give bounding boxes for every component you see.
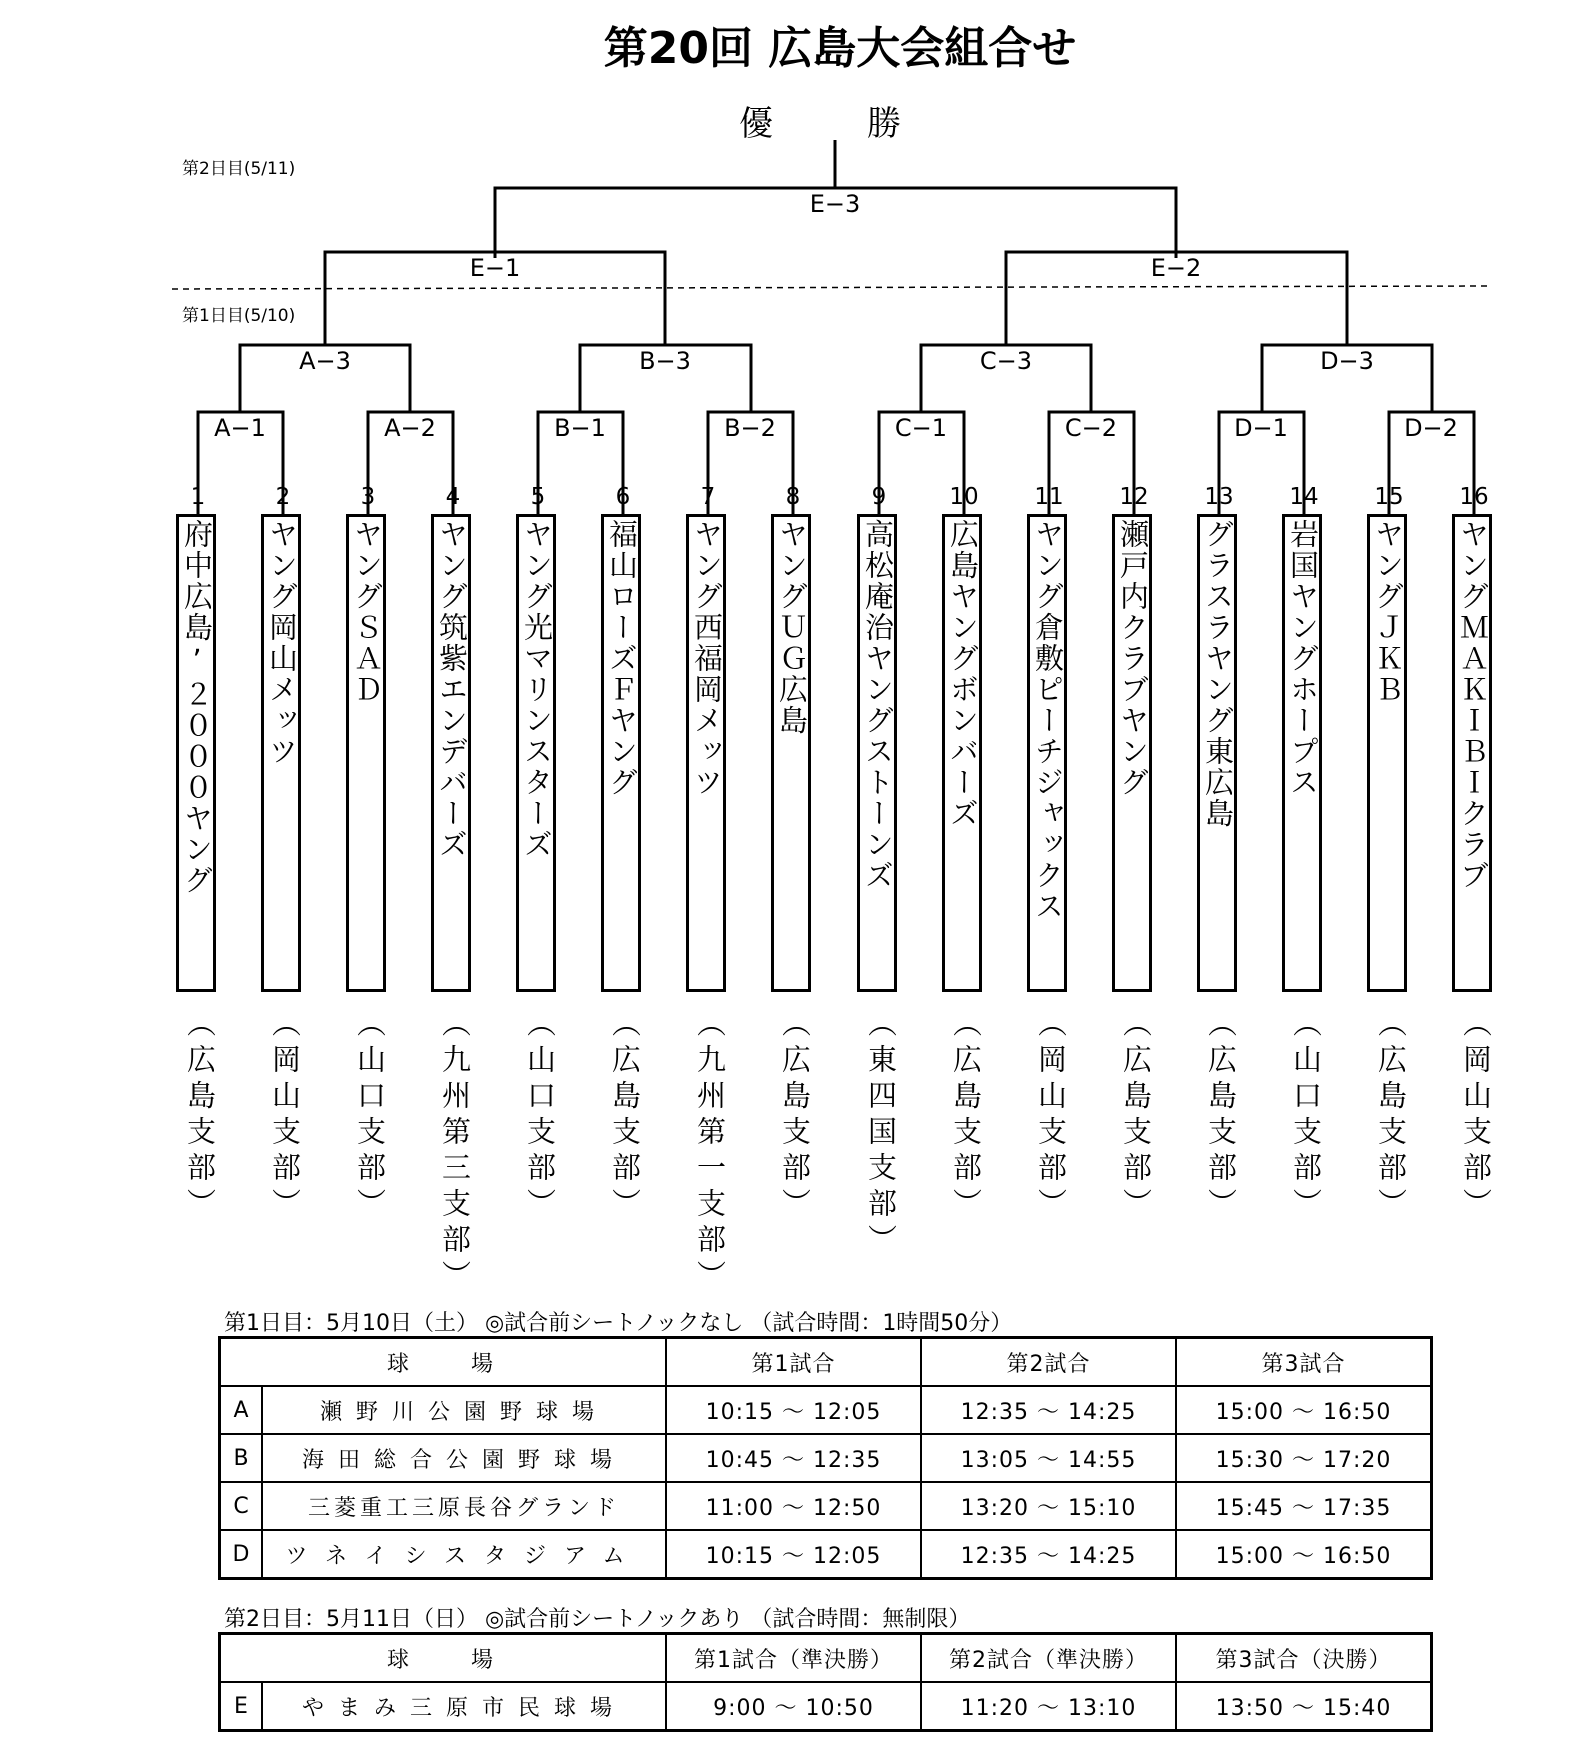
venue-name: 海田総合公園野球場 [262,1434,666,1482]
time-cell: 15:00 〜 16:50 [1176,1386,1432,1434]
team-number: 11 [1034,484,1064,510]
team-box [261,514,301,992]
team-branch: （広島支部） [608,1008,642,1224]
team-number: 15 [1374,484,1404,510]
table-header-row [220,1634,1432,1683]
team-box [601,514,641,992]
team-number: 6 [615,484,631,510]
team-branch: （広島支部） [183,1008,217,1224]
day2-schedule-caption: 第2日目：5月11日（日） ◎試合前シートノックあり （試合時間：無制限） [224,1607,971,1632]
team-name: ヤング光マリンスターズ [520,519,554,860]
time-cell: 9:00 〜 10:50 [666,1682,921,1731]
team-branch: （山口支部） [523,1008,557,1224]
time-cell: 12:35 〜 14:25 [921,1386,1176,1434]
team-box [686,514,726,992]
team-name: ヤング倉敷ピーチジャックス [1031,519,1065,922]
match-c1: C−1 [894,414,948,442]
team-number: 8 [785,484,801,510]
venue-id: A [220,1386,263,1434]
team-branch: （広島支部） [1374,1008,1408,1224]
day-divider-line [172,286,1490,289]
table-row [220,1530,1432,1579]
table-row [220,1434,1432,1482]
team-number: 10 [949,484,979,510]
team-branch: （山口支部） [353,1008,387,1224]
team-number: 13 [1204,484,1234,510]
match-e3: E−3 [809,190,861,218]
match-c2: C−2 [1064,414,1118,442]
table-row [220,1386,1432,1434]
day2-label: 第2日目(5/11) [182,159,296,179]
match-b3: B−3 [639,347,691,375]
team-box [942,514,982,992]
header-venue: 球 場 [220,1634,667,1683]
team-box [516,514,556,992]
team-branch: （岡山支部） [268,1008,302,1224]
venue-id: E [220,1682,263,1731]
team-branch: （岡山支部） [1034,1008,1068,1224]
team-branch: （九州第一支部） [693,1008,727,1296]
venue-name: ツネイシスタジアム [262,1530,666,1579]
team-number: 7 [700,484,716,510]
day1-label: 第1日目(5/10) [182,306,296,326]
time-cell: 12:35 〜 14:25 [921,1530,1176,1579]
team-number: 2 [275,484,291,510]
team-name: 府中広島’２０００ヤング [180,519,214,896]
day1-schedule-caption: 第1日目：5月10日（土） ◎試合前シートノックなし （試合時間：1時間50分） [224,1311,1013,1336]
venue-id: B [220,1434,263,1482]
team-name: グラスラヤング東広島 [1201,519,1235,829]
team-name: 瀬戸内クラブヤング [1116,519,1150,798]
time-cell: 15:45 〜 17:35 [1176,1482,1432,1530]
venue-name: 瀬野川公園野球場 [262,1386,666,1434]
team-name: 岩国ヤングホープス [1286,519,1320,798]
team-box [857,514,897,992]
match-a2: A−2 [384,414,436,442]
header-game3: 第3試合（決勝） [1176,1634,1432,1683]
team-branch: （九州第三支部） [438,1008,472,1296]
team-name: ヤングＳＡＤ [350,519,384,705]
team-branch: （広島支部） [1204,1008,1238,1224]
time-cell: 13:50 〜 15:40 [1176,1682,1432,1731]
time-cell: 11:20 〜 13:10 [921,1682,1176,1731]
team-number: 12 [1119,484,1149,510]
team-branch: （岡山支部） [1459,1008,1493,1224]
header-venue: 球 場 [220,1338,667,1387]
team-box [1197,514,1237,992]
match-b1: B−1 [554,414,606,442]
team-name: 福山ローズＦヤング [605,519,639,798]
venue-id: C [220,1482,263,1530]
table-header-row [220,1338,1432,1387]
match-d3: D−3 [1320,347,1374,375]
match-a3: A−3 [299,347,351,375]
header-game2: 第2試合（準決勝） [921,1634,1176,1683]
team-branch: （東四国支部） [864,1008,898,1260]
table-row [220,1682,1432,1731]
team-number: 9 [871,484,887,510]
venue-id: D [220,1530,263,1579]
time-cell: 15:00 〜 16:50 [1176,1530,1432,1579]
team-number: 4 [445,484,461,510]
header-game1: 第1試合（準決勝） [666,1634,921,1683]
team-branch: （広島支部） [949,1008,983,1224]
time-cell: 11:00 〜 12:50 [666,1482,921,1530]
team-number: 16 [1459,484,1489,510]
team-name: ヤングＭＡＫＩＢＩクラブ [1456,519,1490,891]
team-name: ヤング岡山メッツ [265,519,299,767]
team-box [1027,514,1067,992]
page-title: 第20回 広島大会組合せ [603,23,1077,74]
team-number: 3 [360,484,376,510]
time-cell: 10:15 〜 12:05 [666,1386,921,1434]
team-box [431,514,471,992]
header-game3: 第3試合 [1176,1338,1432,1387]
team-box [176,514,216,992]
day1-schedule-table [218,1336,1433,1580]
header-game1: 第1試合 [666,1338,921,1387]
team-branch: （広島支部） [778,1008,812,1224]
time-cell: 13:05 〜 14:55 [921,1434,1176,1482]
header-game2: 第2試合 [921,1338,1176,1387]
team-box [1452,514,1492,992]
team-name: ヤング筑紫エンデバーズ [435,519,469,860]
team-branch: （広島支部） [1119,1008,1153,1224]
team-box [1367,514,1407,992]
match-a1: A−1 [214,414,266,442]
match-e2: E−2 [1150,254,1202,282]
team-number: 1 [190,484,206,510]
day2-schedule-table [218,1632,1433,1732]
match-c3: C−3 [979,347,1033,375]
team-number: 5 [530,484,546,510]
time-cell: 10:15 〜 12:05 [666,1530,921,1579]
table-row [220,1482,1432,1530]
time-cell: 13:20 〜 15:10 [921,1482,1176,1530]
team-branch: （山口支部） [1289,1008,1323,1224]
team-box [346,514,386,992]
team-box [1282,514,1322,992]
venue-name: やまみ三原市民球場 [262,1682,666,1731]
team-box [1112,514,1152,992]
match-d2: D−2 [1404,414,1458,442]
venue-name: 三菱重工三原長谷グランド [262,1482,666,1530]
time-cell: 10:45 〜 12:35 [666,1434,921,1482]
team-number: 14 [1289,484,1319,510]
match-b2: B−2 [724,414,776,442]
team-name: ヤングＵＧ広島 [775,519,809,736]
team-box [771,514,811,992]
match-e1: E−1 [469,254,521,282]
champion-label: 優 勝 [739,104,931,144]
team-name: 広島ヤングボンバーズ [946,519,980,829]
team-name: 高松庵治ヤングストーンズ [861,519,895,891]
time-cell: 15:30 〜 17:20 [1176,1434,1432,1482]
team-name: ヤング西福岡メッツ [690,519,724,798]
team-name: ヤングＪＫＢ [1371,519,1405,705]
match-d1: D−1 [1234,414,1288,442]
